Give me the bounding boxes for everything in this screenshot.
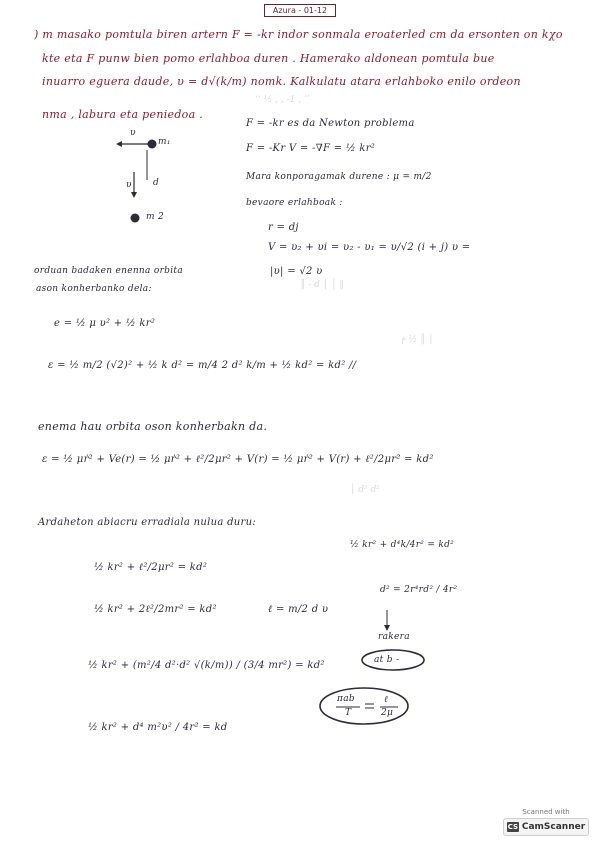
section3-eq-3: ½ kr² + (m²/4 d²·d² √(k/m)) / (3/4 mr²) = kd² (88, 660, 325, 671)
label-m1: m₁ (158, 137, 171, 147)
camscanner-logo-row (503, 818, 589, 836)
circled-fraction-num: πab (337, 694, 355, 704)
label-v-side: υ (126, 180, 132, 190)
right-label-rakera: rakera (378, 632, 410, 642)
newton-line-3: Mara konporagamak durene : μ = m/2 (246, 172, 432, 182)
section1-eq-1: e = ½ μ υ² + ½ kr² (54, 318, 156, 329)
arrow-head-down (131, 192, 137, 198)
section3-eq-1: ½ kr² + ℓ²/2μr² = kd² (94, 562, 208, 573)
newton-line-2: F = -Kr V = -∇F = ½ kr² (246, 143, 376, 154)
bleed-through-text: ╒ ½ ║ │ (400, 335, 434, 345)
bleed-through-text: │ d² d² (350, 485, 380, 495)
section1-eq-2: ε = ½ m/2 (√2)² + ½ k d² = m/4 2 d² k/m + ½ kd² = kd² // (48, 360, 357, 371)
date-header: Azura - 01-12 (264, 4, 336, 17)
label-v-top: υ (130, 128, 136, 138)
section3-eq-2-side: ℓ = m/2 d υ (268, 604, 329, 615)
section2-eq: ε = ½ μṙ² + Ve(r) = ½ μṙ² + ℓ²/2μr² + V(r) = ½ μṙ² + V(r) + ℓ²/2μr² = kd² (42, 454, 434, 465)
label-d: d (153, 178, 160, 188)
intro-line-1: ) m masako pomtula biren artern F = -kr indor sonmala eroaterled cm da ersonten on kχo (34, 28, 563, 41)
camscanner-logo-icon: CS (507, 823, 518, 831)
right-derivation-2: d² = 2r⁴rd² / 4r² (380, 585, 458, 595)
circled-rhs-den: 2μ (381, 708, 394, 718)
circled-fraction-den: T (345, 708, 352, 718)
ellipse-highlight-2 (318, 686, 410, 726)
section1-line-2: ason konherbanko dela: (36, 284, 152, 294)
newton-line-4: bevaore erlahboak : (246, 198, 343, 208)
section2-heading: enema hau orbita oson konherbakn da. (38, 420, 268, 433)
bleed-through-text: ‘‘ ½ , , -1 , ’’ (255, 95, 310, 105)
bleed-through-text: ║ - d │ │ ‖ (300, 280, 344, 290)
intro-line-2: kte eta F punw bien pomo erlahboa duren . Hamerako aldonean pomtula bue (42, 52, 495, 65)
section1-line-1: orduan badaken enenna orbita (34, 266, 184, 276)
newton-line-5: r = dj (268, 222, 299, 233)
circled-rhs-num: ℓ (384, 695, 389, 705)
circled-at-b: at b - (374, 655, 400, 665)
newton-line-7: |υ| = √2 υ (270, 266, 323, 277)
arrow-head-left (116, 141, 122, 147)
scanned-with-label: Scanned with (522, 808, 570, 816)
section3-eq-2: ½ kr² + 2ℓ²/2mr² = kd² (94, 604, 217, 615)
section3-eq-4: ½ kr² + d⁴ m²υ² / 4r² = kd (88, 722, 228, 733)
right-derivation-1: ½ kr² + d⁴k/4r² = kd² (350, 540, 455, 550)
intro-line-4: nma , labura eta peniedoa . (42, 108, 204, 121)
newton-line-1: F = -kr es da Newton problema (246, 118, 415, 129)
mass-1-dot (148, 140, 157, 149)
arrow-down-icon (382, 610, 392, 632)
newton-line-6: V = υ₂ + υi = υ₂ - υ₁ = υ/√2 (i + j) υ = (268, 242, 471, 253)
camscanner-badge (503, 808, 589, 840)
mass-2-dot (131, 214, 140, 223)
label-m2: m 2 (146, 212, 165, 222)
section3-heading: Ardaheton abiacru erradiala nulua duru: (38, 517, 257, 528)
intro-line-3: inuarro eguera daude, υ = d√(k/m) nomk. Kalkulatu atara erlahboko enilo ordeon (42, 75, 521, 88)
camscanner-name: CamScanner (521, 822, 586, 832)
